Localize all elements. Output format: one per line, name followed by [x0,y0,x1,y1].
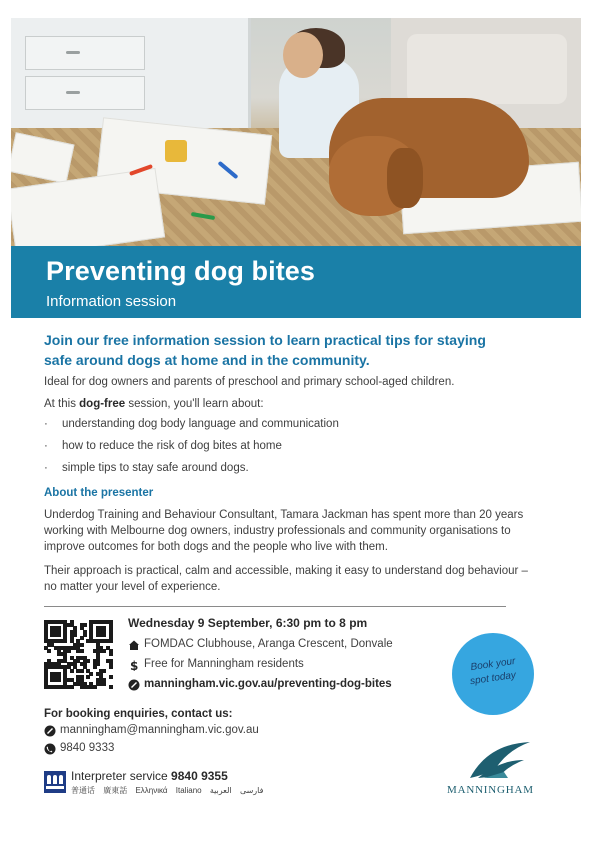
girl-face [283,32,323,78]
language-item: Italiano [175,786,202,795]
language-item: 普通话 [71,786,95,795]
topic-list [44,416,524,482]
kitchen-cabinet [11,18,251,128]
qr-module [109,675,113,679]
event-venue: FOMDAC Clubhouse, Aranga Crescent, Donvale [144,638,393,650]
page-subtitle: Information session [46,293,177,310]
qr-module [57,678,61,682]
hero-photo [11,18,581,246]
intro-text: Join our free information session to learn practical tips for staying safe around dogs at home and in the community. [44,332,486,368]
qr-module [47,649,51,653]
qr-module [63,639,67,643]
event-datetime: Wednesday 9 September, 6:30 pm to 8 pm [128,616,368,630]
learn-intro [44,396,264,412]
cabinet-drawer [25,76,145,110]
language-item: العربية [209,786,232,795]
list-item-label: understanding dog body language and communication [62,418,339,430]
qr-module [86,675,90,679]
contact-email[interactable]: manningham@manningham.vic.gov.au [60,724,259,736]
qr-code[interactable] [44,620,112,688]
contact-phone[interactable]: 9840 9333 [60,742,115,754]
interpreter-service [71,769,228,783]
link-icon [128,679,140,691]
interpreter-label: Interpreter service [71,769,172,783]
presenter-heading: About the presenter [44,487,154,499]
learn-bold: dog-free [79,398,126,410]
qr-module [93,665,97,669]
qr-module [109,685,113,689]
manningham-logo-text: MANNINGHAM [447,784,534,796]
qr-module [102,633,106,637]
qr-module [93,685,97,689]
qr-module [70,669,74,673]
qr-module [80,669,84,673]
presenter-approach: Their approach is practical, calm and accessible, making it easy to understand dog behaviour – no matter your level of experience. [44,565,528,593]
bullet-icon: · [44,440,48,452]
qr-module [109,639,113,643]
title-banner [11,246,581,318]
svg-text:$: $ [130,659,139,671]
audience-text: Ideal for dog owners and parents of preschool and primary school-aged children. [44,376,455,388]
qr-module [57,633,61,637]
qr-module [102,649,106,653]
dollar-icon [128,659,140,671]
qr-module [109,652,113,656]
event-url-link[interactable]: manningham.vic.gov.au/preventing-dog-bites [144,678,392,690]
list-item [44,416,524,438]
qr-module [80,649,84,653]
list-item-label: how to reduce the risk of dog bites at home [62,440,282,452]
divider [44,606,506,607]
qr-module [70,685,74,689]
page-title: Preventing dog bites [46,256,316,286]
home-icon [128,639,140,651]
sofa-cushion [407,34,567,104]
presenter-bio: Underdog Training and Behaviour Consultant, Tamara Jackman has spent more than 20 years working with Melbourne dog owners, industry professionals and community organisations to improve outcomes for both dogs and the people who live with them. [44,509,524,553]
drawer-knob [66,51,80,54]
dog-ear [387,148,423,208]
qr-module [102,682,106,686]
interpreter-icon [44,771,66,793]
language-item: 廣東話 [103,786,128,795]
interpreter-phone[interactable]: 9840 9355 [171,769,228,783]
book-spot-badge[interactable] [452,633,534,715]
cabinet-drawer [25,36,145,70]
language-item: Ελληνικά [135,786,168,795]
phone-icon [44,743,56,755]
list-item-label: simple tips to stay safe around dogs. [62,462,249,474]
language-item: فارسی [239,786,264,795]
qr-module [109,665,113,669]
language-list [71,785,269,796]
bullet-icon: · [44,418,48,430]
pencil-cup [165,140,187,162]
learn-suffix: session, you'll learn about: [125,398,264,410]
event-cost: Free for Manningham residents [144,658,304,670]
drawer-knob [66,91,80,94]
learn-prefix: At this [44,398,80,410]
book-badge-line2: spot today [469,669,517,688]
bullet-icon: · [44,462,48,474]
book-badge-line1: Book your [469,655,517,674]
email-icon [44,725,56,737]
list-item [44,460,524,482]
contact-heading: For booking enquiries, contact us: [44,708,233,720]
list-item [44,438,524,460]
